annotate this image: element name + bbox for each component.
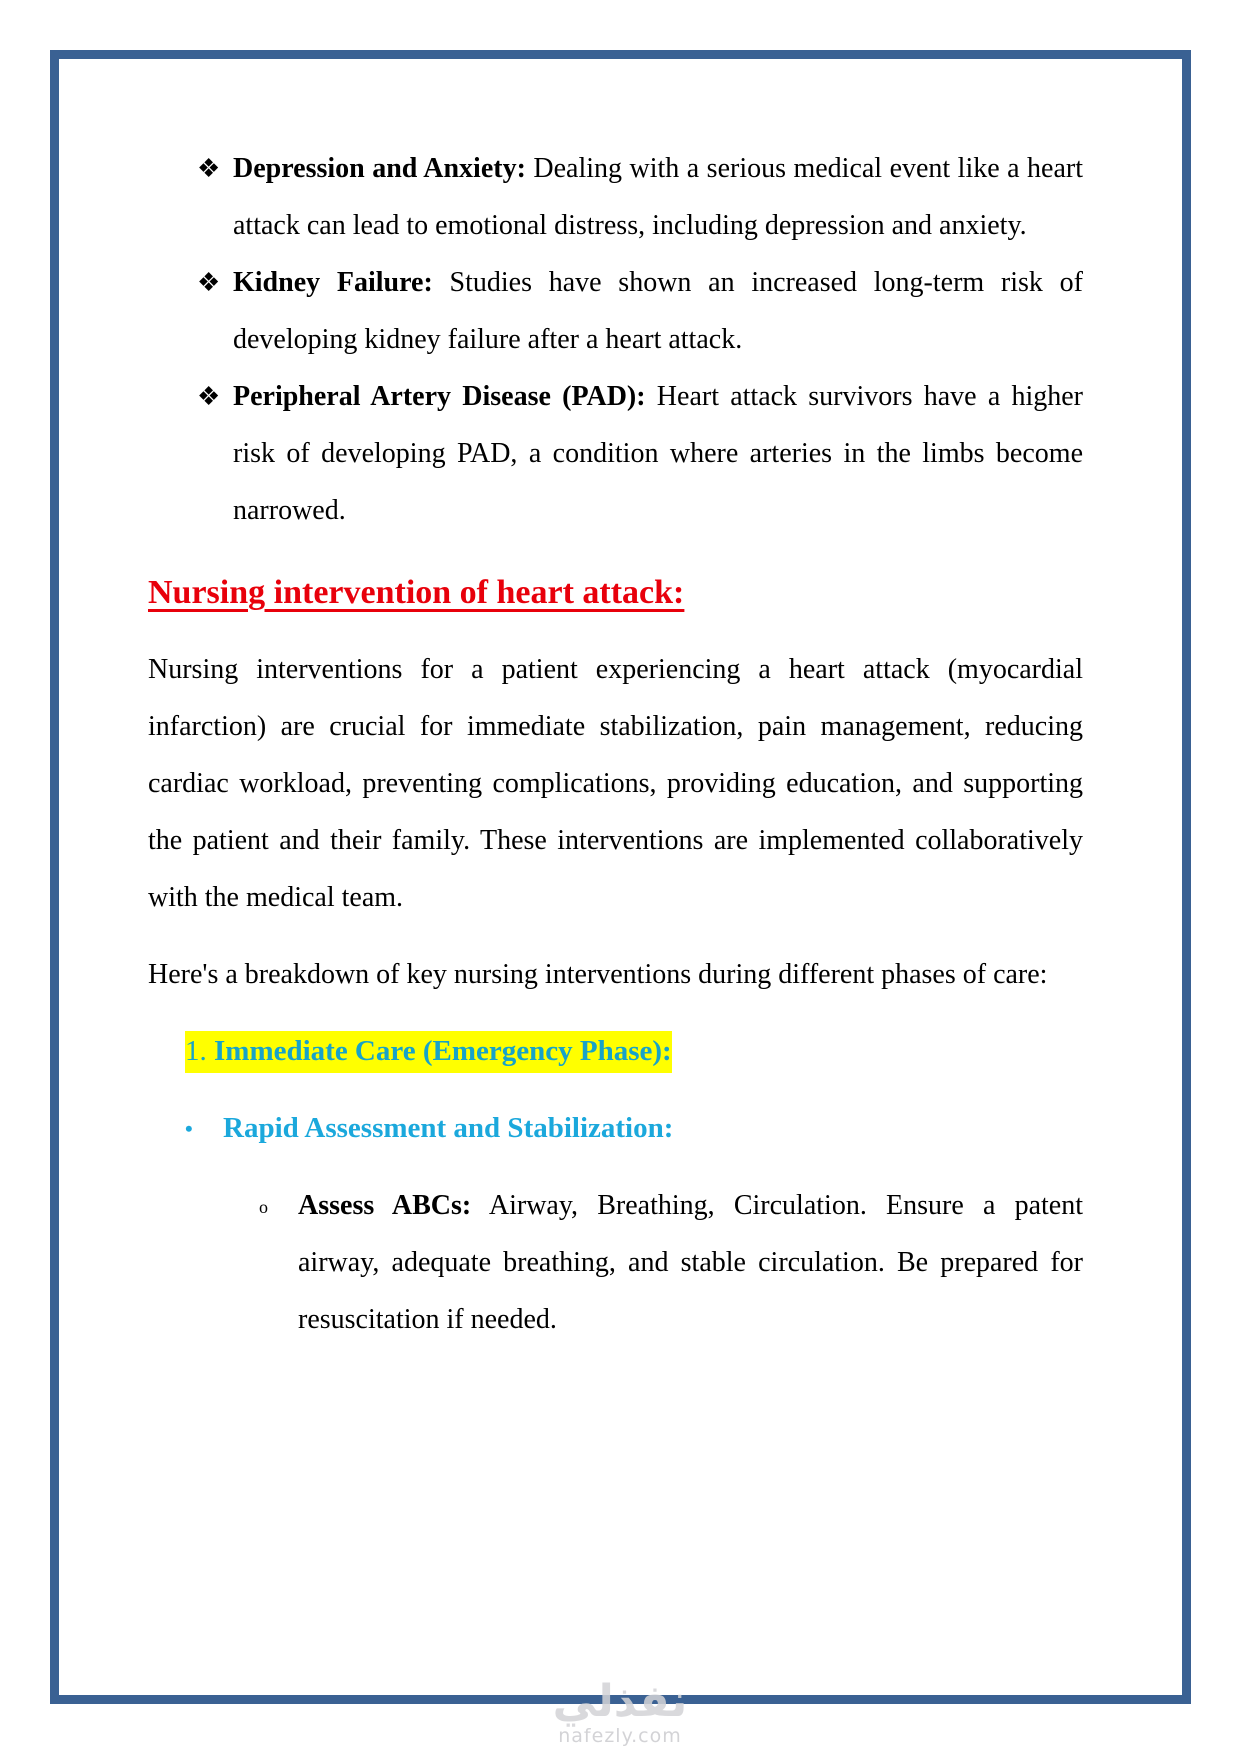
complication-term: Kidney Failure: xyxy=(233,267,433,298)
diamond-bullet-icon: ❖ xyxy=(197,268,221,297)
complication-text: Heart attack survivors have a higher risk of developing PAD, a condition where arteries in the limbs become narrowed. xyxy=(233,381,1083,526)
complication-term: Depression and Anxiety: xyxy=(233,153,526,184)
section-heading: Nursing intervention of heart attack: xyxy=(148,574,685,611)
phase-title: Immediate Care (Emergency Phase): xyxy=(214,1035,672,1067)
complication-text: Dealing with a serious medical event like a heart attack can lead to emotional distress, including depression and anxiety. xyxy=(233,153,1083,241)
intro-paragraph: Nursing interventions for a patient experiencing a heart attack (myocardial infarction) are crucial for immediate stabilization, pain management, reducing cardiac workload, preventing complications, providing education, and supporting the patient and their family. These interventions are implemented collaboratively with the medical team. xyxy=(148,654,1083,913)
complication-text: Studies have shown an increased long-term risk of developing kidney failure after a heart attack. xyxy=(233,267,1083,355)
phase-number: 1. xyxy=(185,1035,207,1067)
complication-term: Peripheral Artery Disease (PAD): xyxy=(233,381,646,412)
subsection-title: Rapid Assessment and Stabilization: xyxy=(223,1112,674,1144)
phase-heading-row xyxy=(185,1023,1083,1080)
list-item xyxy=(148,1177,1083,1348)
intervention-text: Airway, Breathing, Circulation. Ensure a patent airway, adequate breathing, and stable circulation. Be prepared for resuscitation if needed. xyxy=(298,1190,1084,1335)
page-content xyxy=(148,140,1083,1348)
phase-heading-highlight xyxy=(185,1031,672,1073)
intervention-term: Assess ABCs: xyxy=(298,1190,472,1221)
hollow-circle-bullet-icon: o xyxy=(259,1197,268,1217)
bullet-dot-icon: • xyxy=(185,1116,193,1141)
subsection-heading xyxy=(148,1100,1083,1157)
complications-list xyxy=(148,140,1083,539)
watermark-arabic-logo: نفذلي xyxy=(552,1676,688,1727)
list-item xyxy=(148,140,1083,254)
diamond-bullet-icon: ❖ xyxy=(197,382,221,411)
list-item xyxy=(148,368,1083,539)
diamond-bullet-icon: ❖ xyxy=(197,154,221,183)
breakdown-paragraph: Here's a breakdown of key nursing interventions during different phases of care: xyxy=(148,959,1048,990)
list-item xyxy=(148,254,1083,368)
watermark-domain: nafezly.com xyxy=(558,1725,682,1747)
